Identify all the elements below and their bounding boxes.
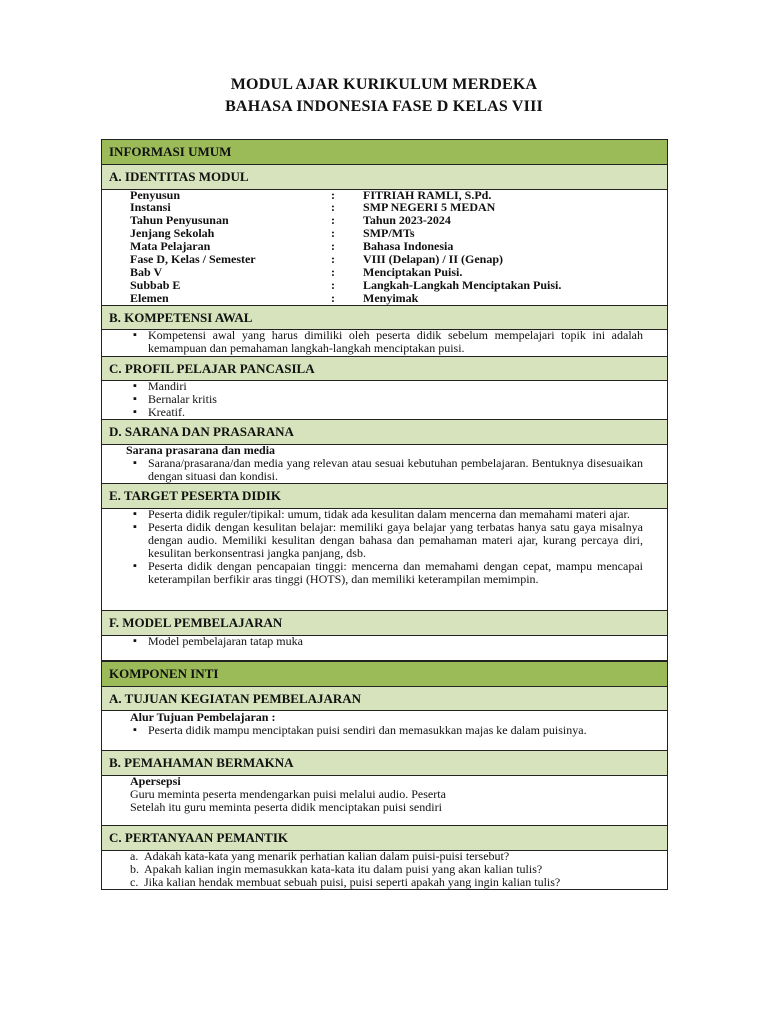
identity-label: Bab V	[130, 265, 163, 279]
informasi-umum-header: INFORMASI UMUM	[101, 139, 668, 165]
identity-value: Menyimak	[363, 291, 419, 305]
question-marker: b.	[130, 862, 139, 876]
list-item: ▪ Peserta didik dengan kesulitan belajar: memiliki gaya belajar yang terbatas hanya satu gaya misalnya dengan audio. Memiliki kesulitan dengan bahasa dan pemahaman materi ajar, kurang percaya diri, kesulitan berkonsentrasi jangka panjang, dsb.	[102, 521, 667, 560]
identity-value: SMP NEGERI 5 MEDAN	[363, 200, 496, 214]
question-text: Apakah kalian ingin memasukkan kata-kata itu dalam puisi yang akan kalian tulis?	[144, 862, 543, 876]
identity-label: Mata Pelajaran	[130, 239, 211, 253]
tujuan-kegiatan-body	[101, 710, 668, 751]
question-text: Adakah kata-kata yang menarik perhatian kalian dalam puisi-puisi tersebut?	[144, 849, 510, 863]
pertanyaan-pemantik-header: C. PERTANYAAN PEMANTIK	[101, 825, 668, 851]
pemahaman-bermakna-header: B. PEMAHAMAN BERMAKNA	[101, 750, 668, 776]
sarana-prasarana-header: D. SARANA DAN PRASARANA	[101, 419, 668, 445]
identity-label: Subbab E	[130, 278, 181, 292]
identity-separator: :	[331, 239, 335, 253]
document-subtitle: BAHASA INDONESIA FASE D KELAS VIII	[225, 98, 543, 115]
identity-separator: :	[331, 226, 335, 240]
sarana-prasarana-body	[101, 444, 668, 484]
identity-value: VIII (Delapan) / II (Genap)	[363, 252, 504, 266]
identitas-modul-body	[101, 190, 668, 308]
identity-separator: :	[331, 188, 335, 202]
question-marker: c.	[130, 875, 139, 889]
identity-separator: :	[331, 265, 335, 279]
document-title: MODUL AJAR KURIKULUM MERDEKA	[230, 76, 538, 93]
profil-pelajar-body	[101, 380, 668, 420]
model-pembelajaran-body	[101, 635, 668, 661]
identity-label: Fase D, Kelas / Semester	[130, 252, 256, 266]
identity-value: Langkah-Langkah Menciptakan Puisi.	[363, 278, 562, 292]
list-item: ▪ Mandiri	[102, 380, 667, 393]
tujuan-subtitle: Alur Tujuan Pembelajaran :	[130, 710, 276, 724]
identity-value: SMP/MTs	[363, 226, 415, 240]
kompetensi-awal-body	[101, 329, 668, 357]
tujuan-kegiatan-header: A. TUJUAN KEGIATAN PEMBELAJARAN	[101, 686, 668, 711]
identity-value: Bahasa Indonesia	[363, 239, 454, 253]
list-item: ▪ Peserta didik dengan pencapaian tinggi: mencerna dan memahami dengan cepat, mampu mencapai keterampilan berfikir aras tinggi (HOTS), dan memiliki keterampilan memimpin.	[102, 560, 667, 586]
module-table	[101, 139, 668, 889]
target-peserta-header: E. TARGET PESERTA DIDIK	[101, 483, 668, 509]
question-item	[102, 876, 667, 889]
identity-label: Instansi	[130, 200, 171, 214]
identity-label: Jenjang Sekolah	[130, 226, 215, 240]
model-pembelajaran-header: F. MODEL PEMBELAJARAN	[101, 610, 668, 636]
pemahaman-line: Setelah itu guru meminta peserta didik menciptakan puisi sendiri	[130, 800, 442, 814]
list-item: ▪ Sarana/prasarana/dan media yang relevan atau sesuai kebutuhan pembelajaran. Bentuknya disesuaikan dengan situasi dan kondisi.	[102, 457, 667, 483]
komponen-inti-header: KOMPONEN INTI	[101, 661, 668, 687]
identity-value: FITRIAH RAMLI, S.Pd.	[363, 188, 492, 202]
pemahaman-bermakna-body	[101, 775, 668, 826]
sarana-subtitle: Sarana prasarana dan media	[126, 443, 276, 457]
list-item: ▪ Peserta didik reguler/tipikal: umum, tidak ada kesulitan dalam mencerna dan memahami materi ajar.	[102, 508, 667, 521]
identity-value: Menciptakan Puisi.	[363, 265, 463, 279]
identity-separator: :	[331, 252, 335, 266]
list-item: ▪ Kreatif.	[102, 406, 667, 419]
identity-separator: :	[331, 278, 335, 292]
pemahaman-subtitle: Apersepsi	[130, 774, 181, 788]
target-peserta-body	[101, 508, 668, 611]
profil-pelajar-header: C. PROFIL PELAJAR PANCASILA	[101, 356, 668, 381]
list-item: ▪ Peserta didik mampu menciptakan puisi sendiri dan memasukkan majas ke dalam puisinya.	[102, 724, 667, 737]
question-text: Jika kalian hendak membuat sebuah puisi, puisi seperti apakah yang ingin kalian tulis?	[144, 875, 561, 889]
pertanyaan-pemantik-body	[101, 850, 668, 890]
identity-label: Tahun Penyusunan	[130, 213, 229, 227]
question-marker: a.	[130, 849, 139, 863]
identity-value: Tahun 2023-2024	[363, 213, 451, 227]
identity-separator: :	[331, 291, 335, 305]
list-item: ▪ Kompetensi awal yang harus dimiliki oleh peserta didik sebelum mempelajari topik ini adalah kemampuan dan pemahaman langkah-langkah menciptakan puisi.	[102, 329, 667, 355]
list-item: ▪ Model pembelajaran tatap muka	[102, 635, 667, 648]
list-item: ▪ Bernalar kritis	[102, 393, 667, 406]
kompetensi-awal-header: B. KOMPETENSI AWAL	[101, 305, 668, 330]
pemahaman-line: Guru meminta peserta mendengarkan puisi melalui audio. Peserta	[130, 787, 446, 801]
identitas-modul-header: A. IDENTITAS MODUL	[101, 164, 668, 190]
identity-separator: :	[331, 200, 335, 214]
identity-label: Penyusun	[130, 188, 181, 202]
identity-label: Elemen	[130, 291, 169, 305]
identity-separator: :	[331, 213, 335, 227]
